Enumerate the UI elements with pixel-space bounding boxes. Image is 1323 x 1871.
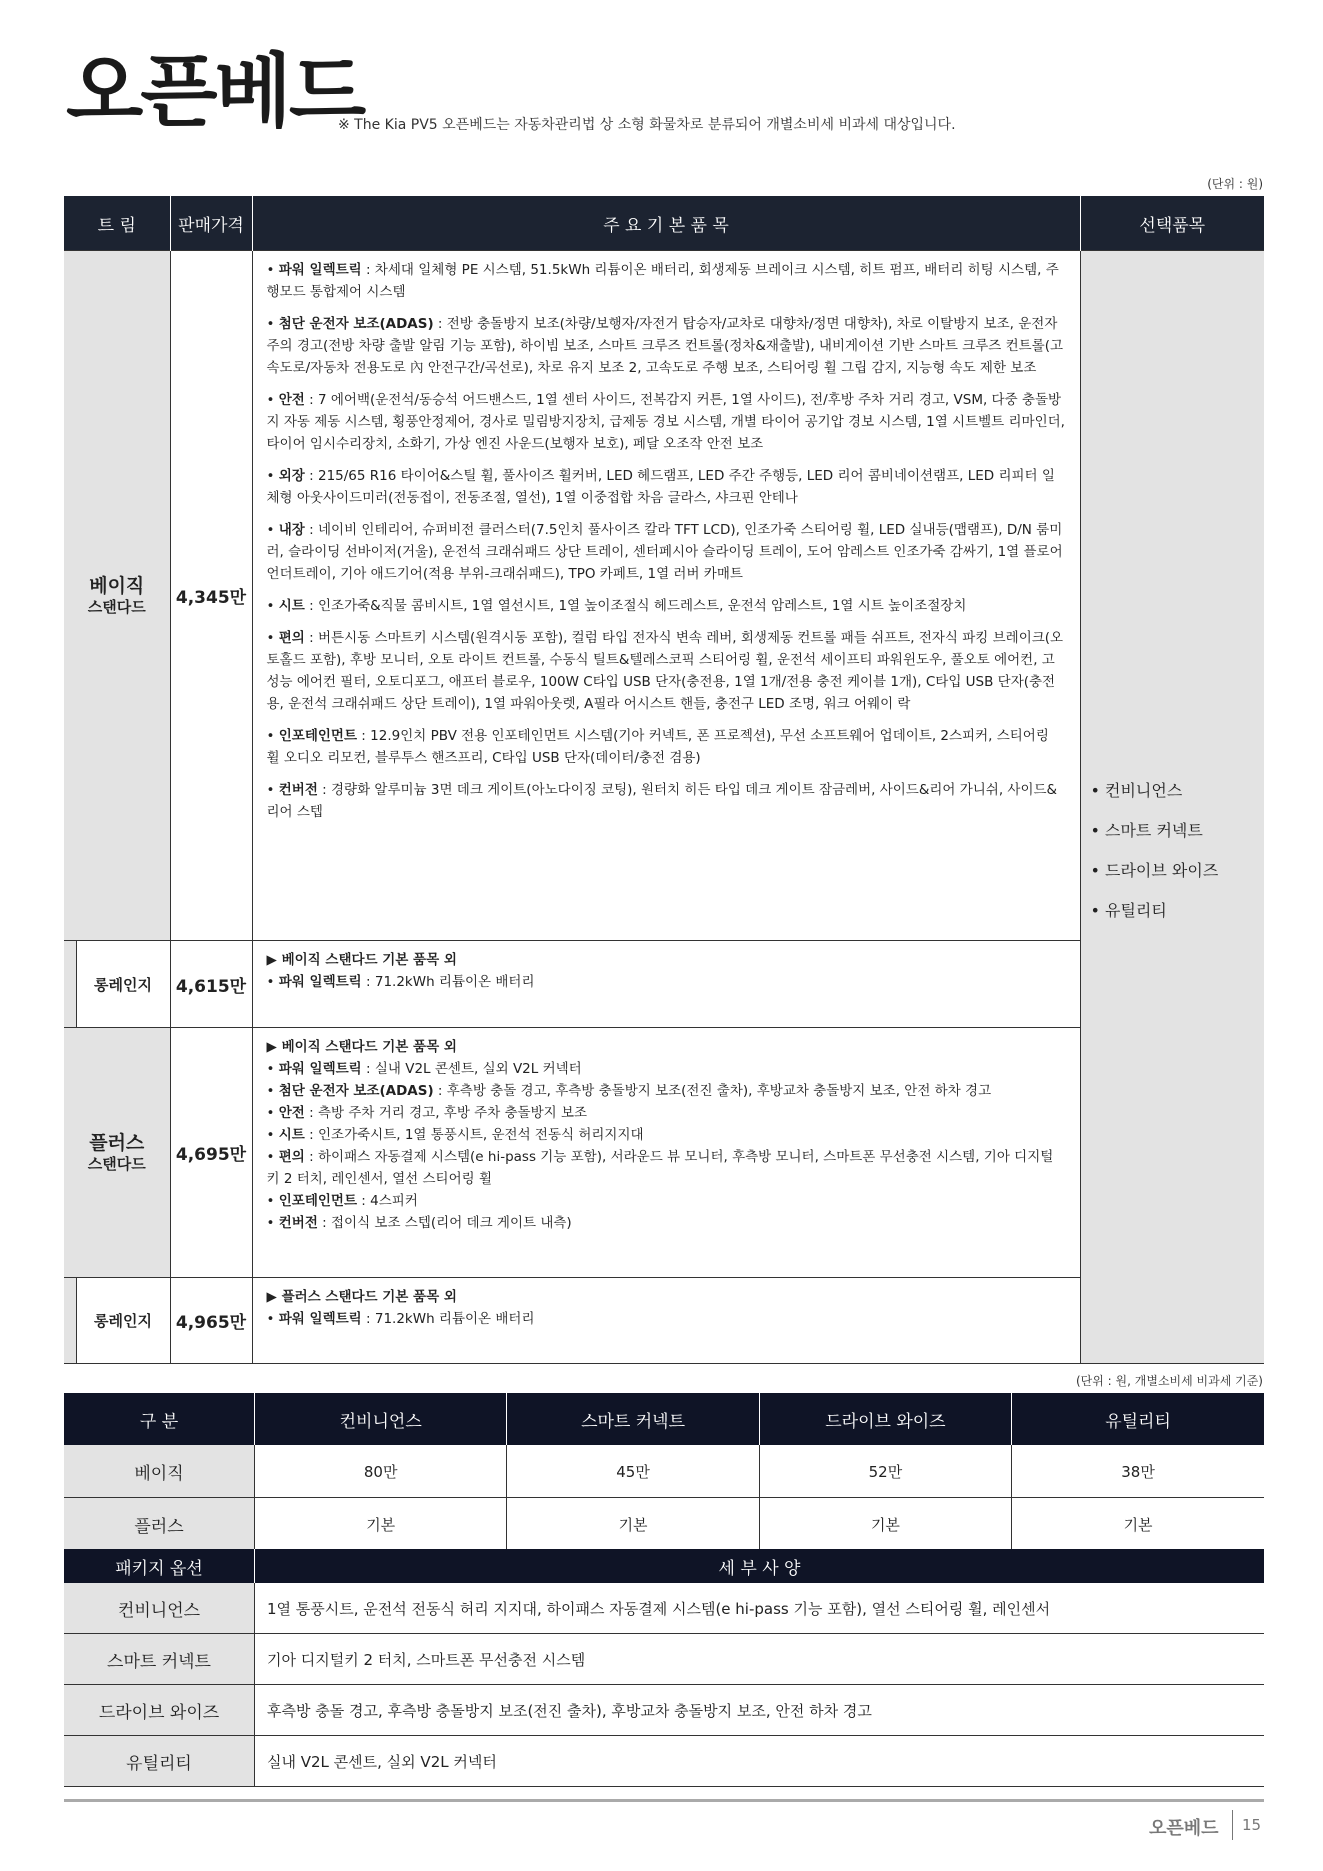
price-header-category: 구 분: [64, 1393, 255, 1445]
feature-text: : 후측방 충돌 경고, 후측방 충돌방지 보조(전진 출차), 후방교차 충돌방지 보조, 안전 하차 경고: [433, 1083, 992, 1099]
row-label: 베이직: [64, 1445, 255, 1498]
feature-label: 안전: [278, 1105, 305, 1121]
feature-text: : 실내 V2L 콘센트, 실외 V2L 커넥터: [361, 1061, 582, 1077]
feature-text: : 접이식 보조 스텝(리어 데크 게이트 내측): [317, 1215, 572, 1231]
feature-item: • 안전 : 7 에어백(운전석/동승석 어드밴스드, 1열 센터 사이드, 전복감지 커튼, 1열 사이드), 전/후방 주차 거리 경고, VSM, 다중 충돌방지 자동 제동 시스템, 횡풍안정제어, 경사로 밀림방지장치, 급제동 경보 시스템, 개별 타이어 공기압 경보 시스템, 1열 시트벨트 리마인더, 타이어 임시수리장치, 소화기, 가상 엔진 사운드(보행자 보호), 페달 오조작 안전 보조: [266, 392, 1065, 452]
trim-plus-sub: 스탠다드: [87, 1154, 146, 1173]
options-cell: [1080, 251, 1264, 1364]
feature-label: 파워 일렉트릭: [278, 1311, 362, 1327]
feature-item: • 파워 일렉트릭 : 71.2kWh 리튬이온 배터리: [266, 1311, 535, 1327]
feature-label: 인포테인먼트: [278, 728, 358, 744]
trim-plus-name: 플러스: [89, 1132, 145, 1155]
feature-label: 안전: [278, 392, 305, 408]
feature-item: • 첨단 운전자 보조(ADAS) : 후측방 충돌 경고, 후측방 충돌방지 보조(전진 출차), 후방교차 충돌방지 보조, 안전 하차 경고: [266, 1083, 992, 1099]
header-trim: 트 림: [64, 196, 170, 251]
pkg-detail: 1열 통풍시트, 운전석 전동식 허리 지지대, 하이패스 자동결제 시스템(e hi-pass 기능 포함), 열선 스티어링 휠, 레인센서: [255, 1583, 1265, 1634]
price-cell: 80만: [255, 1445, 507, 1498]
items-plus: [252, 1028, 1080, 1278]
trim-bar: [64, 941, 76, 1028]
trim-basic-name: 베이직: [89, 575, 145, 598]
price-cell: 45만: [507, 1445, 759, 1498]
items-plus-long: [252, 1278, 1080, 1364]
option-item: • 컨비니언스: [1090, 781, 1183, 800]
feature-label: 시트: [278, 598, 305, 614]
package-detail-table: [64, 1549, 1264, 1787]
feature-label: 시트: [278, 1127, 305, 1143]
pkg-label: 유틸리티: [64, 1736, 255, 1787]
price-row-plus: [64, 1498, 1264, 1551]
pkg-label: 드라이브 와이즈: [64, 1685, 255, 1736]
row-label: 플러스: [64, 1498, 255, 1551]
price-header-utility: 유틸리티: [1012, 1393, 1264, 1445]
price-cell: 기본: [1012, 1498, 1264, 1551]
trim-basic-long: 롱레인지: [76, 941, 170, 1028]
price-cell: 38만: [1012, 1445, 1264, 1498]
feature-text: : 경량화 알루미늄 3면 데크 게이트(아노다이징 코팅), 원터치 히든 타입 데크 게이트 잠금레버, 사이드&리어 가니쉬, 사이드&리어 스텝: [266, 782, 1058, 820]
feature-label: 첨단 운전자 보조(ADAS): [278, 316, 434, 332]
footer-separator: [1232, 1810, 1233, 1840]
price-header-drive-wise: 드라이브 와이즈: [759, 1393, 1011, 1445]
feature-item: • 컨버전 : 경량화 알루미늄 3면 데크 게이트(아노다이징 코팅), 원터치 히든 타입 데크 게이트 잠금레버, 사이드&리어 가니쉬, 사이드&리어 스텝: [266, 782, 1058, 820]
feature-item: • 파워 일렉트릭 : 실내 V2L 콘센트, 실외 V2L 커넥터: [266, 1061, 582, 1077]
pkg-detail: 기아 디지털키 2 터치, 스마트폰 무선충전 시스템: [255, 1634, 1265, 1685]
feature-text: : 버튼시동 스마트키 시스템(원격시동 포함), 컬럼 타입 전자식 변속 레버, 회생제동 컨트롤 패들 쉬프트, 전자식 파킹 브레이크(오토홀드 포함), 후방 모니터, 오토 라이트 컨트롤, 수동식 틸트&텔레스코픽 스티어링 휠, 운전석 세이프티 파워윈도우, 풀오토 에어컨, 고성능 에어컨 필터, 오토디포그, 애프터 블로우, 100W C타입 USB 단자(충전용, 1열 1개/전용 충전 케이블 1개), C타입 USB 단자(충전용, 운전석 크래쉬패드 상단 트레이), 1열 파워아웃렛, A필라 어시스트 핸들, 충전구 LED 조명, 워크 어웨이 락: [266, 630, 1064, 712]
feature-label: 편의: [278, 630, 305, 646]
feature-item: • 편의 : 버튼시동 스마트키 시스템(원격시동 포함), 컬럼 타입 전자식 변속 레버, 회생제동 컨트롤 패들 쉬프트, 전자식 파킹 브레이크(오토홀드 포함), 후방 모니터, 오토 라이트 컨트롤, 수동식 틸트&텔레스코픽 스티어링 휠, 운전석 세이프티 파워윈도우, 풀오토 에어컨, 고성능 에어컨 필터, 오토디포그, 애프터 블로우, 100W C타입 USB 단자(충전용, 1열 1개/전용 충전 케이블 1개), C타입 USB 단자(충전용, 운전석 크래쉬패드 상단 트레이), 1열 파워아웃렛, A필라 어시스트 핸들, 충전구 LED 조명, 워크 어웨이 락: [266, 630, 1064, 712]
feature-text: : 215/65 R16 타이어&스틸 휠, 풀사이즈 휠커버, LED 헤드램프, LED 주간 주행등, LED 리어 콤비네이션램프, LED 리피터 일체형 아웃사이드미러(전동접이, 전동조절, 열선), 1열 이중접합 차음 글라스, 샤크핀 안테나: [266, 468, 1055, 506]
base-items-note: ▶ 베이직 스탠다드 기본 품목 외: [266, 1039, 457, 1055]
base-items-note: ▶ 베이직 스탠다드 기본 품목 외: [266, 952, 457, 968]
pkg-label: 스마트 커넥트: [64, 1634, 255, 1685]
pkg-header-option: 패키지 옵션: [64, 1549, 255, 1583]
items-basic: [252, 251, 1080, 941]
feature-text: : 12.9인치 PBV 전용 인포테인먼트 시스템(기아 커넥트, 폰 프로젝션), 무선 소프트웨어 업데이트, 2스피커, 스티어링 휠 오디오 리모컨, 블루투스 핸즈프리, C타입 USB 단자(데이터/충전 겸용): [266, 728, 1049, 766]
trim-plus: [64, 1028, 170, 1278]
feature-label: 인포테인먼트: [278, 1193, 358, 1209]
header-items: 주 요 기 본 품 목: [252, 196, 1080, 251]
feature-item: • 컨버전 : 접이식 보조 스텝(리어 데크 게이트 내측): [266, 1215, 572, 1231]
pkg-row: [64, 1583, 1264, 1634]
option-list: [1091, 771, 1255, 931]
tax-note: ※ The Kia PV5 오픈베드는 자동차관리법 상 소형 화물차로 분류되어 개별소비세 비과세 대상입니다.: [338, 117, 956, 133]
pkg-row: [64, 1685, 1264, 1736]
pkg-detail: 후측방 충돌 경고, 후측방 충돌방지 보조(전진 출차), 후방교차 충돌방지 보조, 안전 하차 경고: [255, 1685, 1265, 1736]
feature-item: • 인포테인먼트 : 12.9인치 PBV 전용 인포테인먼트 시스템(기아 커넥트, 폰 프로젝션), 무선 소프트웨어 업데이트, 2스피커, 스티어링 휠 오디오 리모컨, 블루투스 핸즈프리, C타입 USB 단자(데이터/충전 겸용): [266, 728, 1049, 766]
feature-label: 파워 일렉트릭: [278, 974, 362, 990]
pkg-detail: 실내 V2L 콘센트, 실외 V2L 커넥터: [255, 1736, 1265, 1787]
header-options: 선택품목: [1080, 196, 1264, 251]
feature-item: • 시트 : 인조가죽&직물 콤비시트, 1열 열선시트, 1열 높이조절식 헤드레스트, 운전석 암레스트, 1열 시트 높이조절장치: [266, 598, 967, 614]
feature-label: 첨단 운전자 보조(ADAS): [278, 1083, 434, 1099]
feature-item: • 외장 : 215/65 R16 타이어&스틸 휠, 풀사이즈 휠커버, LED 헤드램프, LED 주간 주행등, LED 리어 콤비네이션램프, LED 리피터 일체형 아웃사이드미러(전동접이, 전동조절, 열선), 1열 이중접합 차음 글라스, 샤크핀 안테나: [266, 468, 1055, 506]
feature-text: : 71.2kWh 리튬이온 배터리: [361, 1311, 535, 1327]
feature-text: : 4스피커: [357, 1193, 418, 1209]
price-cell: 52만: [759, 1445, 1011, 1498]
footer-divider: [64, 1799, 1264, 1802]
feature-text: : 네이비 인테리어, 슈퍼비전 클러스터(7.5인치 풀사이즈 칼라 TFT LCD), 인조가죽 스티어링 휠, LED 실내등(맵램프), D/N 룸미러, 슬라이딩 선바이저(거울), 운전석 크래쉬패드 상단 트레이, 센터페시아 슬라이딩 트레이, 도어 암레스트 인조가죽 감싸기, 1열 플로어 언더트레이, 기아 애드기어(적용 부위-크래쉬패드), TPO 카페트, 1열 러버 카매트: [266, 522, 1063, 582]
pkg-row: [64, 1634, 1264, 1685]
feature-item: • 인포테인먼트 : 4스피커: [266, 1193, 418, 1209]
price-row-basic: [64, 1445, 1264, 1498]
feature-item: • 내장 : 네이비 인테리어, 슈퍼비전 클러스터(7.5인치 풀사이즈 칼라 TFT LCD), 인조가죽 스티어링 휠, LED 실내등(맵램프), D/N 룸미러, 슬라이딩 선바이저(거울), 운전석 크래쉬패드 상단 트레이, 센터페시아 슬라이딩 트레이, 도어 암레스트 인조가죽 감싸기, 1열 플로어 언더트레이, 기아 애드기어(적용 부위-크래쉬패드), TPO 카페트, 1열 러버 카매트: [266, 522, 1063, 582]
page-number: 15: [1242, 1816, 1262, 1834]
feature-label: 외장: [278, 468, 305, 484]
unit-label: (단위 : 원): [1207, 177, 1263, 191]
base-items-note: ▶ 플러스 스탠다드 기본 품목 외: [266, 1289, 457, 1305]
price-cell: 기본: [255, 1498, 507, 1551]
price-cell: 기본: [507, 1498, 759, 1551]
price-plus: 4,695만: [170, 1028, 252, 1278]
pkg-row: [64, 1736, 1264, 1787]
feature-item: • 파워 일렉트릭 : 71.2kWh 리튬이온 배터리: [266, 974, 535, 990]
feature-text: : 하이패스 자동결제 시스템(e hi-pass 기능 포함), 서라운드 뷰 모니터, 후측방 모니터, 스마트폰 무선충전 시스템, 기아 디지털키 2 터치, 레인센서, 열선 스티어링 휠: [266, 1149, 1054, 1187]
trim-basic: [64, 251, 170, 941]
spec-table: [64, 196, 1264, 1364]
feature-label: 컨버전: [278, 1215, 318, 1231]
feature-item: • 첨단 운전자 보조(ADAS) : 전방 충돌방지 보조(차량/보행자/자전거 탑승자/교차로 대향차/정면 대향차), 차로 이탈방지 보조, 운전자 주의 경고(전방 차량 출발 알림 기능 포함), 하이빔 보조, 스마트 크루즈 컨트롤(정차&재출발), 내비게이션 기반 스마트 크루즈 컨트롤(고속도로/자동차 전용도로 內 안전구간/곡선로), 차로 유지 보조 2, 고속도로 주행 보조, 스티어링 휠 그립 감지, 지능형 속도 제한 보조: [266, 316, 1064, 376]
price-header-smart-connect: 스마트 커넥트: [507, 1393, 759, 1445]
feature-text: : 71.2kWh 리튬이온 배터리: [361, 974, 535, 990]
option-item: • 드라이브 와이즈: [1090, 861, 1219, 880]
price-unit-label: (단위 : 원, 개별소비세 비과세 기준): [1076, 1374, 1263, 1388]
feature-text: : 인조가죽시트, 1열 통풍시트, 운전석 전동식 허리지지대: [304, 1127, 644, 1143]
pkg-label: 컨비니언스: [64, 1583, 255, 1634]
feature-text: : 측방 주차 거리 경고, 후방 주차 충돌방지 보조: [304, 1105, 588, 1121]
trim-plus-long: 롱레인지: [76, 1278, 170, 1364]
items-basic-long: [252, 941, 1080, 1028]
footer-section: 오픈베드: [1149, 1818, 1219, 1839]
feature-label: 내장: [278, 522, 305, 538]
option-price-table: [64, 1393, 1264, 1551]
feature-item: • 편의 : 하이패스 자동결제 시스템(e hi-pass 기능 포함), 서라운드 뷰 모니터, 후측방 모니터, 스마트폰 무선충전 시스템, 기아 디지털키 2 터치, 레인센서, 열선 스티어링 휠: [266, 1149, 1054, 1187]
feature-label: 편의: [278, 1149, 305, 1165]
price-header-convenience: 컨비니언스: [255, 1393, 507, 1445]
pkg-header-detail: 세 부 사 양: [255, 1549, 1265, 1583]
trim-bar: [64, 1278, 76, 1364]
feature-label: 컨버전: [278, 782, 318, 798]
price-plus-long: 4,965만: [170, 1278, 252, 1364]
option-item: • 유틸리티: [1090, 901, 1167, 920]
feature-text: : 인조가죽&직물 콤비시트, 1열 열선시트, 1열 높이조절식 헤드레스트, 운전석 암레스트, 1열 시트 높이조절장치: [304, 598, 967, 614]
feature-label: 파워 일렉트릭: [278, 1061, 362, 1077]
feature-item: • 시트 : 인조가죽시트, 1열 통풍시트, 운전석 전동식 허리지지대: [266, 1127, 644, 1143]
header-price: 판매가격: [170, 196, 252, 251]
feature-text: : 전방 충돌방지 보조(차량/보행자/자전거 탑승자/교차로 대향차/정면 대향차), 차로 이탈방지 보조, 운전자 주의 경고(전방 차량 출발 알림 기능 포함), 하이빔 보조, 스마트 크루즈 컨트롤(정차&재출발), 내비게이션 기반 스마트 크루즈 컨트롤(고속도로/자동차 전용도로 內 안전구간/곡선로), 차로 유지 보조 2, 고속도로 주행 보조, 스티어링 휠 그립 감지, 지능형 속도 제한 보조: [266, 316, 1064, 376]
feature-text: : 7 에어백(운전석/동승석 어드밴스드, 1열 센터 사이드, 전복감지 커튼, 1열 사이드), 전/후방 주차 거리 경고, VSM, 다중 충돌방지 자동 제동 시스템, 횡풍안정제어, 경사로 밀림방지장치, 급제동 경보 시스템, 개별 타이어 공기압 경보 시스템, 1열 시트벨트 리마인더, 타이어 임시수리장치, 소화기, 가상 엔진 사운드(보행자 보호), 페달 오조작 안전 보조: [266, 392, 1065, 452]
page-title: 오픈베드: [66, 45, 364, 138]
price-basic: 4,345만: [170, 251, 252, 941]
feature-item: • 안전 : 측방 주차 거리 경고, 후방 주차 충돌방지 보조: [266, 1105, 588, 1121]
trim-basic-sub: 스탠다드: [87, 597, 146, 616]
price-basic-long: 4,615만: [170, 941, 252, 1028]
feature-label: 파워 일렉트릭: [278, 262, 362, 278]
price-cell: 기본: [759, 1498, 1011, 1551]
feature-text: : 차세대 일체형 PE 시스템, 51.5kWh 리튬이온 배터리, 회생제동 브레이크 시스템, 히트 펌프, 배터리 히팅 시스템, 주행모드 통합제어 시스템: [266, 262, 1059, 300]
feature-item: • 파워 일렉트릭 : 차세대 일체형 PE 시스템, 51.5kWh 리튬이온 배터리, 회생제동 브레이크 시스템, 히트 펌프, 배터리 히팅 시스템, 주행모드 통합제어 시스템: [266, 262, 1059, 300]
option-item: • 스마트 커넥트: [1090, 821, 1203, 840]
